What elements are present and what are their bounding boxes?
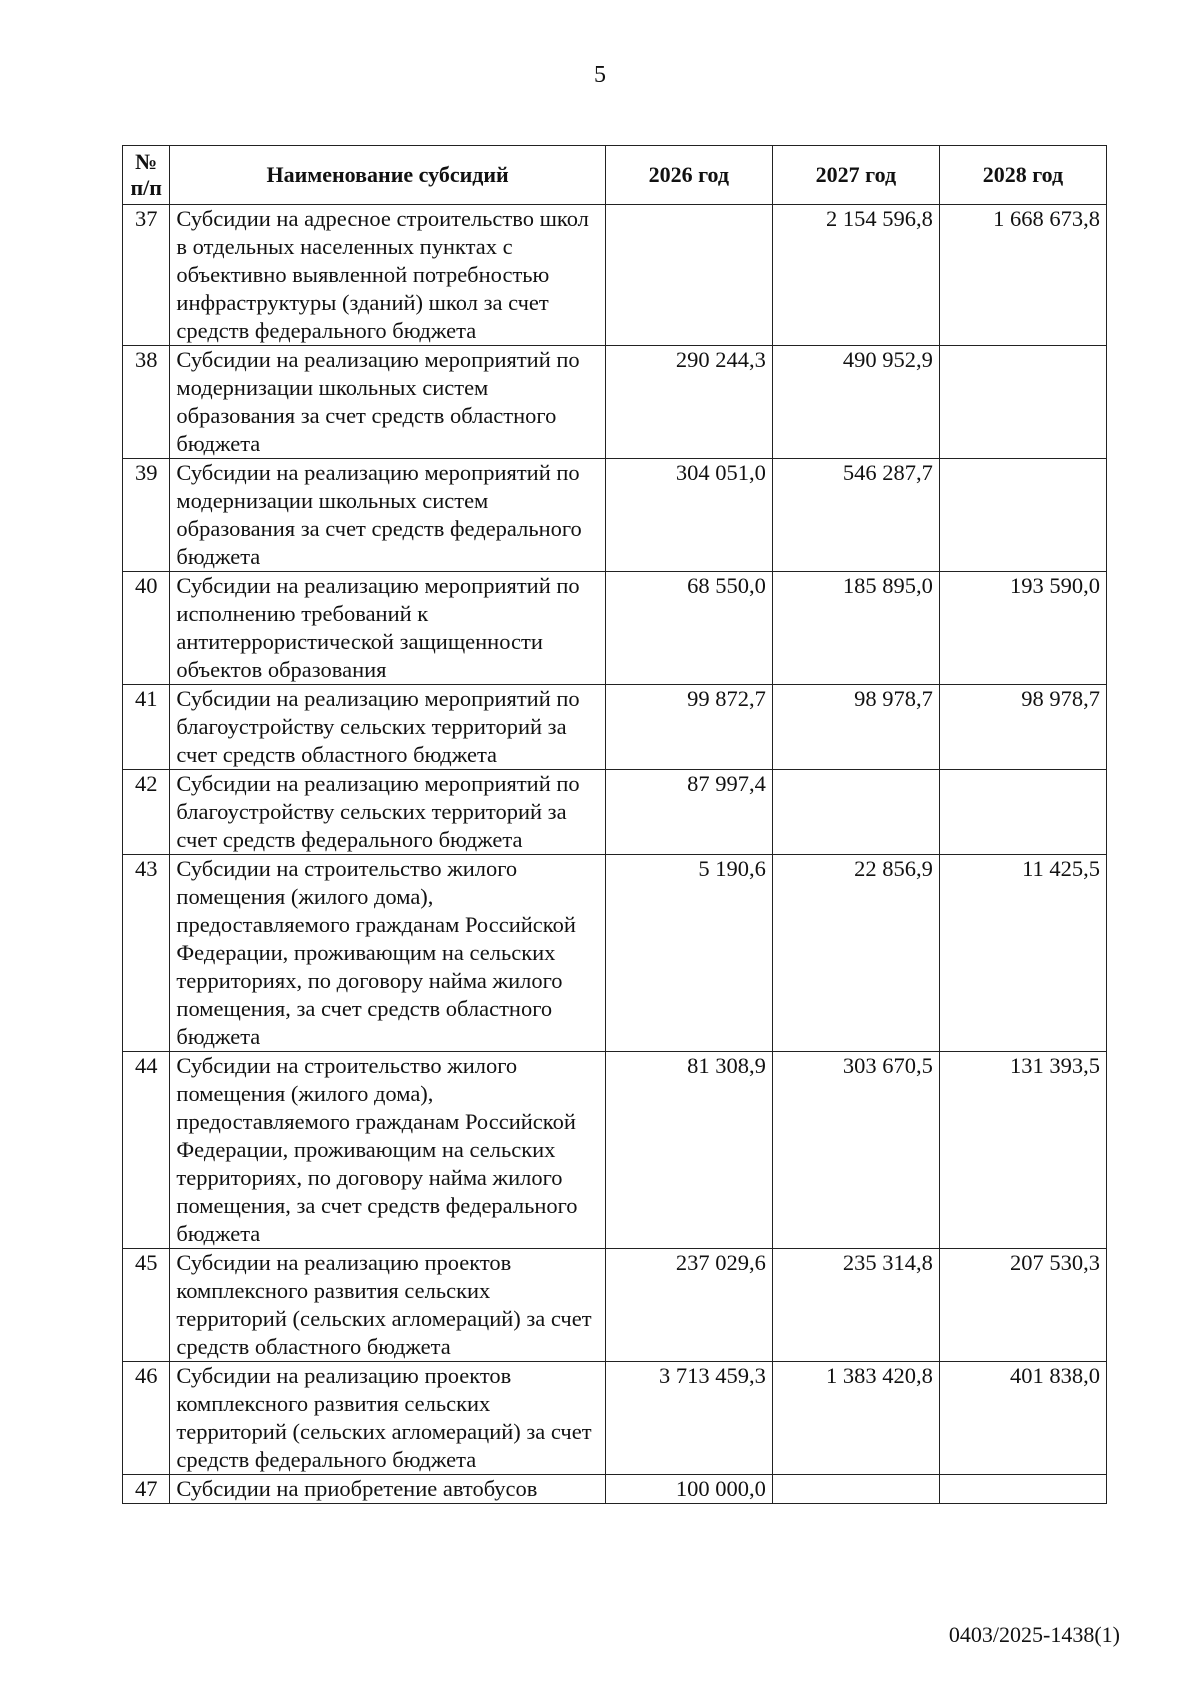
row-number: 39 bbox=[123, 459, 170, 572]
value-2028: 11 425,5 bbox=[939, 855, 1106, 1052]
table-row bbox=[123, 1362, 1107, 1475]
value-2026 bbox=[605, 205, 772, 346]
row-number: 41 bbox=[123, 685, 170, 770]
header-2027: 2027 год bbox=[772, 146, 939, 205]
value-2026: 5 190,6 bbox=[605, 855, 772, 1052]
value-2028: 1 668 673,8 bbox=[939, 205, 1106, 346]
subsidy-name: Субсидии на строительство жилого помещения (жилого дома), предоставляемого гражданам Российской Федерации, проживающим на сельских территориях, по договору найма жилого помещения, за счет средств областного бюджета bbox=[170, 855, 605, 1052]
table-row bbox=[123, 1249, 1107, 1362]
subsidy-name: Субсидии на реализацию мероприятий по модернизации школьных систем образования за счет средств федерального бюджета bbox=[170, 459, 605, 572]
row-number: 45 bbox=[123, 1249, 170, 1362]
row-number: 37 bbox=[123, 205, 170, 346]
value-2027: 2 154 596,8 bbox=[772, 205, 939, 346]
value-2028: 98 978,7 bbox=[939, 685, 1106, 770]
subsidy-name: Субсидии на реализацию мероприятий по благоустройству сельских территорий за счет средств федерального бюджета bbox=[170, 770, 605, 855]
row-number: 38 bbox=[123, 346, 170, 459]
value-2027: 303 670,5 bbox=[772, 1052, 939, 1249]
subsidy-name: Субсидии на адресное строительство школ в отдельных населенных пунктах с объективно выявленной потребностью инфраструктуры (зданий) школ за счет средств федерального бюджета bbox=[170, 205, 605, 346]
value-2027: 235 314,8 bbox=[772, 1249, 939, 1362]
subsidy-name: Субсидии на реализацию мероприятий по модернизации школьных систем образования за счет средств областного бюджета bbox=[170, 346, 605, 459]
table-row bbox=[123, 770, 1107, 855]
value-2028 bbox=[939, 346, 1106, 459]
value-2028: 401 838,0 bbox=[939, 1362, 1106, 1475]
table-row bbox=[123, 346, 1107, 459]
value-2027: 546 287,7 bbox=[772, 459, 939, 572]
subsidy-name: Субсидии на реализацию проектов комплексного развития сельских территорий (сельских агломераций) за счет средств федерального бюджета bbox=[170, 1362, 605, 1475]
value-2027 bbox=[772, 1475, 939, 1504]
value-2028 bbox=[939, 770, 1106, 855]
table-row bbox=[123, 685, 1107, 770]
table-row bbox=[123, 1475, 1107, 1504]
table-row bbox=[123, 205, 1107, 346]
value-2026: 237 029,6 bbox=[605, 1249, 772, 1362]
table-row bbox=[123, 572, 1107, 685]
value-2026: 81 308,9 bbox=[605, 1052, 772, 1249]
value-2027: 22 856,9 bbox=[772, 855, 939, 1052]
row-number: 42 bbox=[123, 770, 170, 855]
value-2026: 87 997,4 bbox=[605, 770, 772, 855]
subsidy-name: Субсидии на приобретение автобусов bbox=[170, 1475, 605, 1504]
value-2026: 99 872,7 bbox=[605, 685, 772, 770]
subsidy-name: Субсидии на строительство жилого помещения (жилого дома), предоставляемого гражданам Российской Федерации, проживающим на сельских территориях, по договору найма жилого помещения, за счет средств федерального бюджета bbox=[170, 1052, 605, 1249]
row-number: 43 bbox=[123, 855, 170, 1052]
row-number: 47 bbox=[123, 1475, 170, 1504]
value-2026: 3 713 459,3 bbox=[605, 1362, 772, 1475]
value-2028 bbox=[939, 1475, 1106, 1504]
value-2028: 207 530,3 bbox=[939, 1249, 1106, 1362]
subsidy-name: Субсидии на реализацию проектов комплексного развития сельских территорий (сельских агломераций) за счет средств областного бюджета bbox=[170, 1249, 605, 1362]
header-2026: 2026 год bbox=[605, 146, 772, 205]
page-number: 5 bbox=[594, 62, 606, 88]
value-2026: 68 550,0 bbox=[605, 572, 772, 685]
row-number: 46 bbox=[123, 1362, 170, 1475]
value-2026: 290 244,3 bbox=[605, 346, 772, 459]
header-num: № п/п bbox=[123, 146, 170, 205]
subsidy-name: Субсидии на реализацию мероприятий по исполнению требований к антитеррористической защищенности объектов образования bbox=[170, 572, 605, 685]
value-2027: 185 895,0 bbox=[772, 572, 939, 685]
table-row bbox=[123, 459, 1107, 572]
table-row bbox=[123, 855, 1107, 1052]
subsidy-name: Субсидии на реализацию мероприятий по благоустройству сельских территорий за счет средств областного бюджета bbox=[170, 685, 605, 770]
value-2026: 304 051,0 bbox=[605, 459, 772, 572]
value-2028: 193 590,0 bbox=[939, 572, 1106, 685]
value-2028: 131 393,5 bbox=[939, 1052, 1106, 1249]
row-number: 44 bbox=[123, 1052, 170, 1249]
header-2028: 2028 год bbox=[939, 146, 1106, 205]
value-2027: 1 383 420,8 bbox=[772, 1362, 939, 1475]
table-header-row bbox=[123, 146, 1107, 205]
row-number: 40 bbox=[123, 572, 170, 685]
document-code: 0403/2025-1438(1) bbox=[948, 1622, 1120, 1647]
header-name: Наименование субсидий bbox=[170, 146, 605, 205]
value-2027 bbox=[772, 770, 939, 855]
value-2028 bbox=[939, 459, 1106, 572]
table-row bbox=[123, 1052, 1107, 1249]
value-2027: 98 978,7 bbox=[772, 685, 939, 770]
value-2027: 490 952,9 bbox=[772, 346, 939, 459]
value-2026: 100 000,0 bbox=[605, 1475, 772, 1504]
subsidies-table bbox=[122, 145, 1107, 1504]
